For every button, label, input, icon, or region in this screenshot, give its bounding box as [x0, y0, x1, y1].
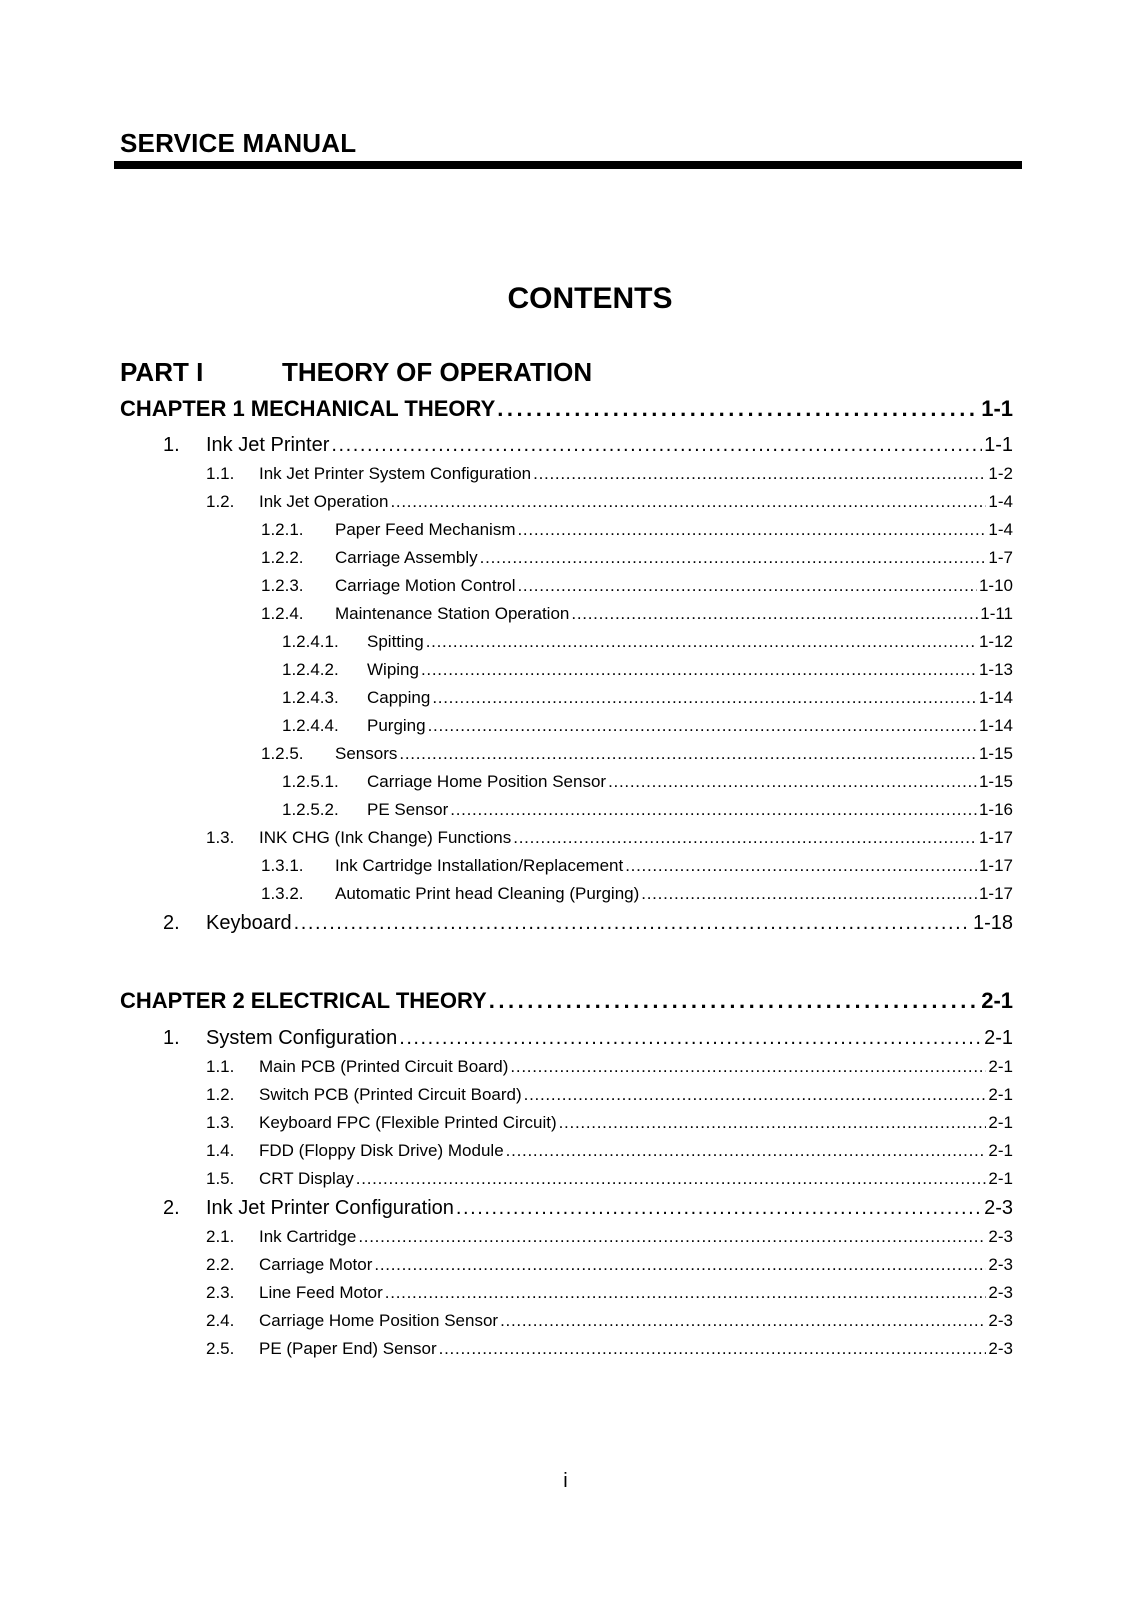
- page-number: 1-15: [978, 772, 1013, 791]
- dot-leader: [480, 548, 987, 568]
- entry-title: Automatic Print head Cleaning (Purging): [335, 884, 640, 903]
- dot-leader: [625, 856, 977, 876]
- dot-leader: [356, 1169, 987, 1189]
- entry-number: 2.3.: [206, 1283, 235, 1302]
- toc-entry: [163, 1027, 1013, 1050]
- entry-title: CRT Display: [259, 1169, 354, 1188]
- toc-entry: [282, 772, 1013, 792]
- page-number: 1-17: [978, 856, 1013, 875]
- dot-leader: [506, 1141, 987, 1161]
- dot-leader: [608, 772, 977, 792]
- contents-title: CONTENTS: [507, 282, 673, 315]
- page-number: 1-11: [980, 604, 1013, 623]
- dot-leader: [426, 632, 977, 652]
- entry-number: 1.2.4.1.: [282, 632, 339, 651]
- entry-title: Capping: [367, 688, 431, 707]
- page-number: 2-1: [988, 1113, 1013, 1132]
- part-heading: [120, 357, 593, 388]
- page-number: 2-3: [984, 1197, 1013, 1219]
- toc-entry: [206, 1113, 1013, 1133]
- dot-leader: [390, 492, 986, 512]
- entry-number: 1.2.2.: [261, 548, 304, 567]
- entry-title: Ink Jet Operation: [259, 492, 389, 511]
- header-rule: [114, 161, 1022, 169]
- toc-entry: [282, 800, 1013, 820]
- dot-leader: [450, 800, 977, 820]
- entry-number: 1.2.4.3.: [282, 688, 339, 707]
- entry-number: 1.1.: [206, 464, 235, 483]
- entry-title: INK CHG (Ink Change) Functions: [259, 828, 512, 847]
- entry-title: Carriage Motion Control: [335, 576, 516, 595]
- entry-number: 1.2.5.1.: [282, 772, 339, 791]
- entry-title: Keyboard FPC (Flexible Printed Circuit): [259, 1113, 557, 1132]
- dot-leader: [517, 576, 977, 596]
- dot-leader: [399, 1027, 982, 1050]
- entry-number: 1.2.: [206, 1085, 235, 1104]
- dot-leader: [500, 1311, 986, 1331]
- page-number: 2-1: [988, 1085, 1013, 1104]
- dot-leader: [456, 1197, 982, 1220]
- page-number: 1-4: [988, 492, 1013, 511]
- dot-leader: [294, 912, 971, 935]
- dot-leader: [571, 604, 978, 624]
- page-number: 2-1: [988, 1057, 1013, 1076]
- dot-leader: [641, 884, 977, 904]
- toc-entry: [163, 912, 1013, 935]
- dot-leader: [533, 464, 986, 484]
- entry-title: Carriage Home Position Sensor: [367, 772, 607, 791]
- page-number: 1-15: [978, 744, 1013, 763]
- page-number: 1-2: [988, 464, 1013, 483]
- toc-entry: [206, 1085, 1013, 1105]
- entry-title: PE Sensor: [367, 800, 449, 819]
- dot-leader: [489, 988, 980, 1014]
- page-number: 1-4: [988, 520, 1013, 539]
- page-number: 2-3: [988, 1283, 1013, 1302]
- dot-leader: [510, 1057, 986, 1077]
- entry-title: Ink Jet Printer Configuration: [206, 1197, 454, 1219]
- toc-entry: [261, 744, 1013, 764]
- dot-leader: [439, 1339, 987, 1359]
- dot-leader: [524, 1085, 987, 1105]
- page-number: 2-1: [981, 988, 1013, 1013]
- page-number: 2-3: [988, 1255, 1013, 1274]
- toc-entry: [206, 492, 1013, 512]
- part-label: PART I: [120, 357, 204, 387]
- toc-entry: [206, 1141, 1013, 1161]
- entry-number: 1.3.2.: [261, 884, 304, 903]
- entry-title: Switch PCB (Printed Circuit Board): [259, 1085, 522, 1104]
- toc-entry: [261, 856, 1013, 876]
- entry-number: 2.2.: [206, 1255, 235, 1274]
- entry-title: Carriage Motor: [259, 1255, 373, 1274]
- page-number: 1-1: [981, 396, 1013, 421]
- chapter-label: CHAPTER 2 ELECTRICAL THEORY: [120, 988, 487, 1013]
- toc-entry: [206, 464, 1013, 484]
- toc-entry: [282, 660, 1013, 680]
- entry-title: Maintenance Station Operation: [335, 604, 570, 623]
- entry-title: Spitting: [367, 632, 424, 651]
- entry-title: Ink Cartridge Installation/Replacement: [335, 856, 624, 875]
- page-number: 2-1: [988, 1169, 1013, 1188]
- toc-entry: [206, 1339, 1013, 1359]
- toc-entry: [206, 1227, 1013, 1247]
- dot-leader: [517, 520, 986, 540]
- entry-title: Wiping: [367, 660, 419, 679]
- page-number: 1-13: [978, 660, 1013, 679]
- entry-title: Keyboard: [206, 912, 292, 934]
- entry-number: 1.3.: [206, 828, 235, 847]
- entry-number: 1.: [163, 434, 180, 456]
- page-number: 2-3: [988, 1339, 1013, 1358]
- entry-title: Ink Jet Printer System Configuration: [259, 464, 532, 483]
- entry-title: Line Feed Motor: [259, 1283, 383, 1302]
- dot-leader: [497, 396, 979, 422]
- chapter-2-heading: [120, 988, 1013, 1014]
- page-number: 2-1: [988, 1141, 1013, 1160]
- dot-leader: [331, 434, 982, 457]
- toc-entry: [206, 1283, 1013, 1303]
- entry-number: 1.1.: [206, 1057, 235, 1076]
- entry-title: Carriage Assembly: [335, 548, 478, 567]
- toc-entry: [261, 520, 1013, 540]
- page-number: 1-17: [978, 828, 1013, 847]
- toc-entry: [282, 632, 1013, 652]
- entry-number: 1.3.1.: [261, 856, 304, 875]
- entry-number: 1.2.5.: [261, 744, 304, 763]
- page-number: 2-3: [988, 1227, 1013, 1246]
- part-title: THEORY OF OPERATION: [282, 357, 593, 387]
- toc-entry: [206, 1057, 1013, 1077]
- page-number: 2-1: [984, 1027, 1013, 1049]
- footer-page-number: i: [563, 1470, 568, 1492]
- entry-number: 1.2.4.2.: [282, 660, 339, 679]
- dot-leader: [385, 1283, 987, 1303]
- entry-title: Main PCB (Printed Circuit Board): [259, 1057, 509, 1076]
- entry-number: 2.4.: [206, 1311, 235, 1330]
- entry-number: 2.: [163, 1197, 180, 1219]
- page-number: 1-14: [978, 688, 1013, 707]
- dot-leader: [374, 1255, 986, 1275]
- toc-entry: [261, 604, 1013, 624]
- entry-number: 2.5.: [206, 1339, 235, 1358]
- page-number: 1-16: [978, 800, 1013, 819]
- entry-title: Purging: [367, 716, 426, 735]
- toc-entry: [163, 434, 1013, 457]
- entry-number: 1.2.4.: [261, 604, 304, 623]
- toc-entry: [261, 548, 1013, 568]
- page-number: 1-12: [978, 632, 1013, 651]
- page-number: 1-14: [978, 716, 1013, 735]
- entry-title: FDD (Floppy Disk Drive) Module: [259, 1141, 504, 1160]
- entry-title: PE (Paper End) Sensor: [259, 1339, 437, 1358]
- entry-number: 1.: [163, 1027, 180, 1049]
- dot-leader: [513, 828, 977, 848]
- toc-entry: [282, 688, 1013, 708]
- dot-leader: [399, 744, 977, 764]
- dot-leader: [559, 1113, 987, 1133]
- entry-number: 1.4.: [206, 1141, 235, 1160]
- chapter-1-heading: [120, 396, 1013, 422]
- entry-title: Ink Jet Printer: [206, 434, 330, 456]
- entry-title: System Configuration: [206, 1027, 398, 1049]
- page-number: 1-17: [978, 884, 1013, 903]
- toc-entry: [163, 1197, 1013, 1220]
- header-title: SERVICE MANUAL: [120, 128, 357, 158]
- entry-title: Paper Feed Mechanism: [335, 520, 516, 539]
- dot-leader: [428, 716, 977, 736]
- page-number: 1-7: [988, 548, 1013, 567]
- entry-number: 2.: [163, 912, 180, 934]
- toc-entry: [206, 1169, 1013, 1189]
- toc-entry: [206, 1255, 1013, 1275]
- entry-title: Carriage Home Position Sensor: [259, 1311, 499, 1330]
- toc-entry: [206, 1311, 1013, 1331]
- toc-entry: [261, 576, 1013, 596]
- entry-title: Ink Cartridge: [259, 1227, 357, 1246]
- entry-number: 1.2.: [206, 492, 235, 511]
- page-number: 1-10: [978, 576, 1013, 595]
- entry-number: 1.2.3.: [261, 576, 304, 595]
- toc-entry: [261, 884, 1013, 904]
- dot-leader: [358, 1227, 986, 1247]
- page-number: 1-1: [984, 434, 1013, 456]
- entry-title: Sensors: [335, 744, 398, 763]
- page-number: 1-18: [972, 912, 1013, 934]
- chapter-label: CHAPTER 1 MECHANICAL THEORY: [120, 396, 496, 421]
- entry-number: 1.2.4.4.: [282, 716, 339, 735]
- dot-leader: [432, 688, 977, 708]
- entry-number: 1.5.: [206, 1169, 235, 1188]
- entry-number: 2.1.: [206, 1227, 235, 1246]
- toc-entry: [282, 716, 1013, 736]
- dot-leader: [421, 660, 977, 680]
- entry-number: 1.2.5.2.: [282, 800, 339, 819]
- entry-number: 1.2.1.: [261, 520, 304, 539]
- entry-number: 1.3.: [206, 1113, 235, 1132]
- page-number: 2-3: [988, 1311, 1013, 1330]
- toc-entry: [206, 828, 1013, 848]
